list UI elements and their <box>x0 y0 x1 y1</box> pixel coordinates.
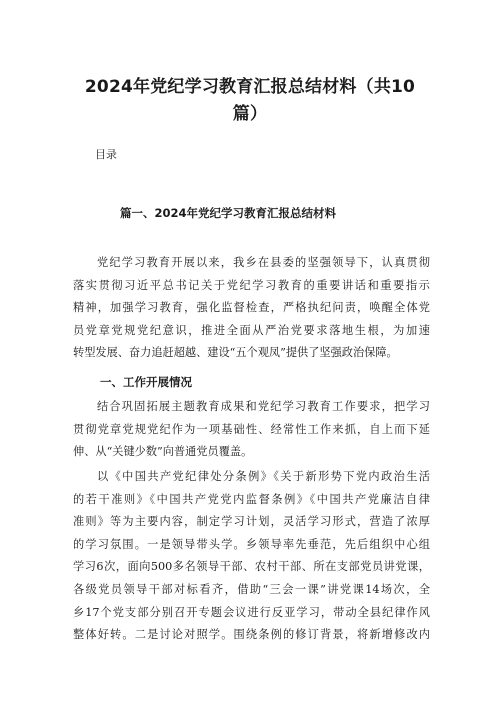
paragraph-line: 准则》等为主要内容，制定学习计划，灵活学习形式，营造了浓厚 <box>73 515 430 529</box>
paragraph-line: 各级党员领导干部对标看齐，借助“三会一课”讲党课14场次，全 <box>73 582 430 596</box>
paragraph-line: 的若干准则》《中国共产党党内监督条例》《中国共产党廉洁自律 <box>73 492 430 506</box>
paragraph-line: 精神，加强学习教育，强化监督检查，严格执纪问责，唤醒全体党 <box>73 301 430 315</box>
paragraph-line: 贯彻党章党规党纪作为一项基础性、经常性工作来抓，自上而下延 <box>73 422 430 436</box>
paragraph-line: 党纪学习教育开展以来，我乡在县委的坚强领导下，认真贯彻 <box>97 256 430 269</box>
document-title-line-2: 篇） <box>232 104 268 124</box>
toc-label: 目录 <box>95 148 117 161</box>
document-title <box>60 74 440 128</box>
sub-heading: 一、工作开展情况 <box>100 375 192 389</box>
paragraph-line: 结合巩固拓展主题教育成果和党纪学习教育工作要求，把学习 <box>97 400 430 413</box>
paragraph-line: 以《中国共产党纪律处分条例》《关于新形势下党内政治生活 <box>97 470 430 483</box>
paragraph-line: 整体好转。二是讨论对照学。围绕条例的修订背景，将新增修改内 <box>73 628 430 642</box>
document-title-line-1: 2024年党纪学习教育汇报总结材料（共10 <box>84 77 416 97</box>
paragraph-intro <box>73 252 430 365</box>
paragraph-work-overview <box>73 396 430 464</box>
paragraph-line: 落实贯彻习近平总书记关于党纪学习教育的重要讲话和重要指示 <box>73 278 430 292</box>
paragraph-study-details <box>73 466 430 647</box>
paragraph-line: 的学习氛围。一是领导带头学。乡领导率先垂范，先后组织中心组 <box>73 537 430 551</box>
paragraph-line: 员党章党规党纪意识，推进全面从严治党要求落地生根，为加速 <box>73 323 430 337</box>
paragraph-line: 转型发展、奋力追赶超越、建设“五个观凤”提供了坚强政治保障。 <box>73 346 398 360</box>
paragraph-line: 乡17个党支部分别召开专题会议进行反亚学习，带动全县纪律作风 <box>73 605 430 619</box>
paragraph-line: 学习6次，面向500多名领导干部、农村干部、所在支部党员讲党课， <box>73 560 430 574</box>
paragraph-line: 伸、从“关键少数”向普通党员覆盖。 <box>73 445 253 459</box>
section-heading: 篇一、2024年党纪学习教育汇报总结材料 <box>120 206 337 220</box>
